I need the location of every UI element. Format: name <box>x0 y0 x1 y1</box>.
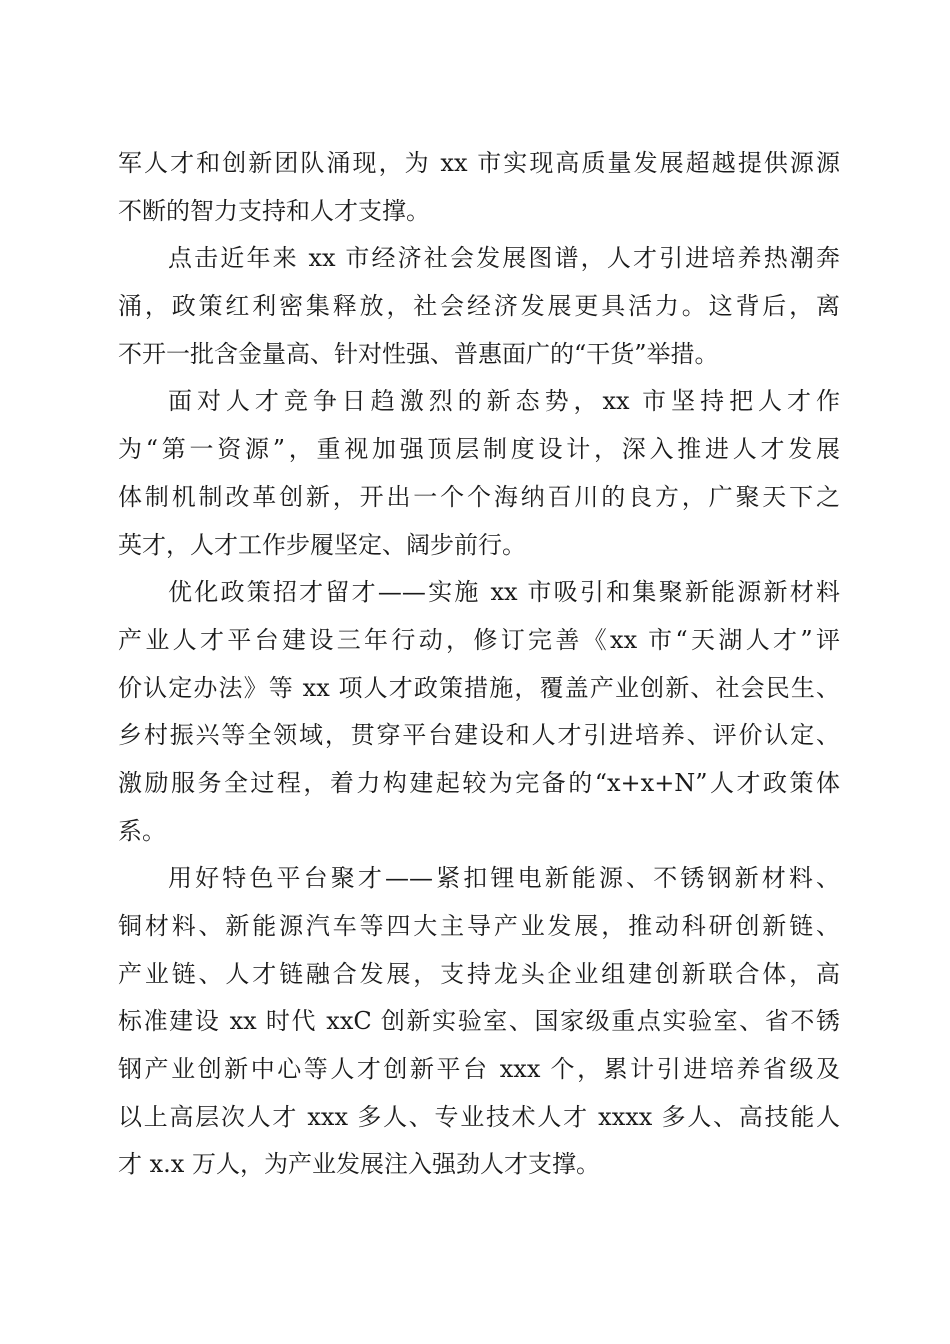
paragraph <box>118 235 840 378</box>
text-line: 不开一批含金量高、针对性强、普惠面广的“干货”举措。 <box>118 339 719 368</box>
text-line: 军人才和创新团队涌现，为 xx 市实现高质量发展超越提供源源 <box>118 149 840 177</box>
text-line: 系。 <box>118 816 166 845</box>
text-line: 英才，人才工作步履坚定、阔步前行。 <box>118 530 526 559</box>
text-line: 铜材料、新能源汽车等四大主导产业发展，推动科研创新链、 <box>118 912 840 940</box>
text-line: 体制机制改革创新，开出一个个海纳百川的良方，广聚天下之 <box>118 482 840 511</box>
text-line: 激励服务全过程，着力构建起较为完备的“x+x+N”人才政策体 <box>118 768 840 797</box>
text-line: 标准建设 xx 时代 xxC 创新实验室、国家级重点实验室、省不锈 <box>118 1007 840 1036</box>
paragraph <box>118 140 840 235</box>
text-line: 价认定办法》等 xx 项人才政策措施，覆盖产业创新、社会民生、 <box>118 673 840 702</box>
text-line: 乡村振兴等全领域，贯穿平台建设和人才引进培养、评价认定、 <box>118 721 840 750</box>
paragraph <box>118 378 840 569</box>
text-line: 点击近年来 xx 市经济社会发展图谱，人才引进培养热潮奔 <box>168 244 840 273</box>
text-line: 涌，政策红利密集释放，社会经济发展更具活力。这背后，离 <box>118 292 840 321</box>
text-line: 不断的智力支持和人才支撑。 <box>118 196 430 225</box>
text-line: 面对人才竞争日趋激烈的新态势，xx 市坚持把人才作 <box>168 387 840 416</box>
text-line: 产业人才平台建设三年行动，修订完善《xx 市“天湖人才”评 <box>118 625 840 654</box>
text-line: 以上高层次人才 xxx 多人、专业技术人才 xxxx 多人、高技能人 <box>118 1102 840 1131</box>
paragraph <box>118 855 840 1189</box>
text-line: 钢产业创新中心等人才创新平台 xxx 个，累计引进培养省级及 <box>118 1055 840 1084</box>
text-line: 用好特色平台聚才——紧扣锂电新能源、不锈钢新材料、 <box>168 864 840 893</box>
document-body <box>118 140 840 1189</box>
paragraph <box>118 569 840 855</box>
text-line: 为“第一资源”，重视加强顶层制度设计，深入推进人才发展 <box>118 435 840 464</box>
text-line: 产业链、人才链融合发展，支持龙头企业组建创新联合体，高 <box>118 959 840 988</box>
text-line: 才 x.x 万人，为产业发展注入强劲人才支撑。 <box>118 1150 600 1179</box>
text-line: 优化政策招才留才——实施 xx 市吸引和集聚新能源新材料 <box>168 578 840 607</box>
